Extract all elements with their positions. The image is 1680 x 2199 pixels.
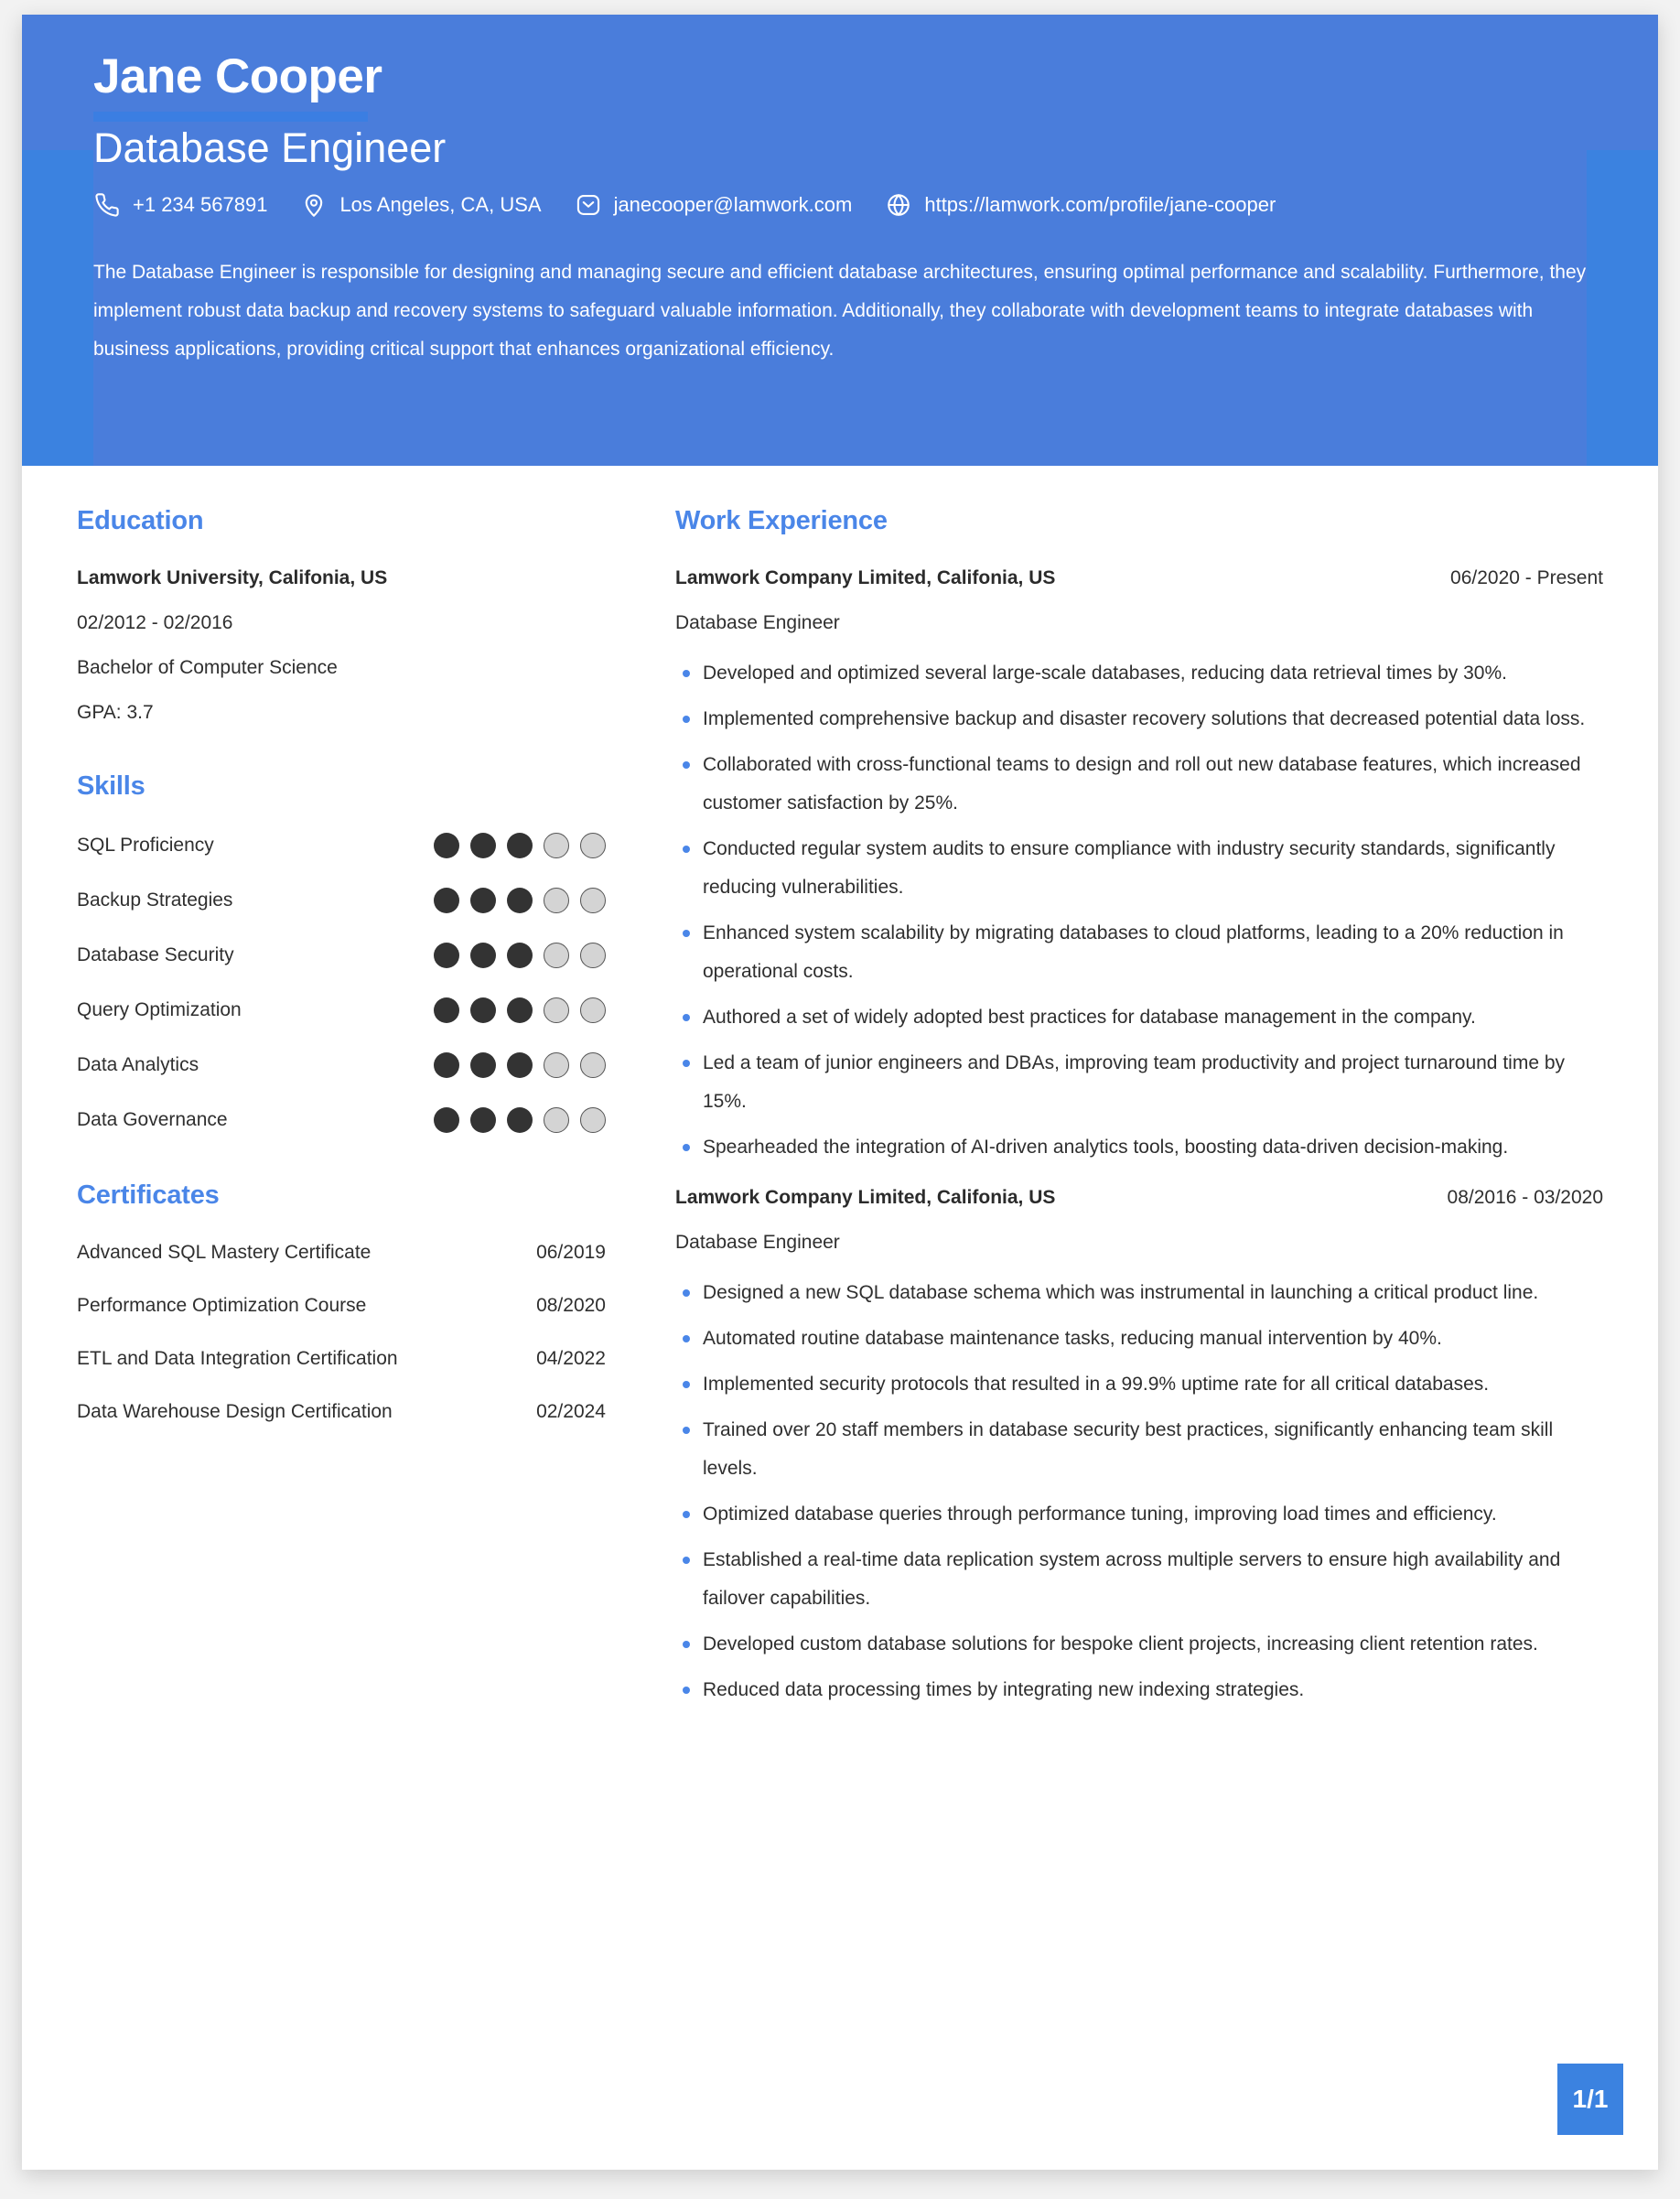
certificate-row xyxy=(77,1295,606,1317)
skill-row xyxy=(77,1107,606,1133)
map-pin-icon xyxy=(300,191,328,219)
education-gpa: GPA: 3.7 xyxy=(77,702,154,723)
skill-dot-empty xyxy=(580,888,606,913)
contact-email[interactable] xyxy=(575,191,853,219)
page-indicator-badge: 1/1 xyxy=(1557,2064,1623,2135)
page-title: Jane Cooper xyxy=(93,49,382,103)
resume-document xyxy=(22,15,1658,2170)
skill-dot-empty xyxy=(580,833,606,858)
education-section-title: Education xyxy=(77,506,204,535)
certificate-name: Advanced SQL Mastery Certificate xyxy=(77,1242,372,1263)
certificates-section xyxy=(77,1180,606,1423)
job-bullet: Enhanced system scalability by migrating databases to cloud platforms, leading to a 20% reduction in operational costs. xyxy=(675,914,1603,991)
certificate-row xyxy=(77,1348,606,1370)
job-bullet: Authored a set of widely adopted best practices for database management in the company. xyxy=(675,998,1603,1037)
certificate-date: 04/2022 xyxy=(536,1348,606,1369)
skill-label: Data Analytics xyxy=(77,1054,199,1075)
education-school: Lamwork University, Califonia, US xyxy=(77,567,388,588)
skill-dot-filled xyxy=(434,1107,459,1133)
resume-body xyxy=(22,466,1658,1757)
education-entry xyxy=(77,567,606,724)
work-experience-section-title: Work Experience xyxy=(675,506,888,535)
email-icon xyxy=(575,191,602,219)
job-company: Lamwork Company Limited, Califonia, US xyxy=(675,1187,1056,1208)
skill-rating xyxy=(434,1107,606,1133)
skill-label: Query Optimization xyxy=(77,999,242,1020)
skill-label: Data Governance xyxy=(77,1109,228,1130)
contact-website[interactable] xyxy=(885,191,1276,219)
skill-rating xyxy=(434,1052,606,1078)
job-header xyxy=(675,1187,1603,1209)
job-role: Database Engineer xyxy=(675,612,840,633)
contact-location-text: Los Angeles, CA, USA xyxy=(339,193,542,217)
skill-dot-filled xyxy=(434,943,459,968)
certificate-row xyxy=(77,1401,606,1423)
job-period: 06/2020 - Present xyxy=(1450,567,1603,588)
job-bullet: Trained over 20 staff members in database security best practices, significantly enhancing team skill levels. xyxy=(675,1411,1603,1488)
skill-row xyxy=(77,888,606,913)
skill-dot-filled xyxy=(434,997,459,1023)
certificate-name: ETL and Data Integration Certification xyxy=(77,1348,398,1369)
skill-dot-empty xyxy=(544,833,569,858)
skill-dot-filled xyxy=(434,1052,459,1078)
job-bullet: Reduced data processing times by integrating new indexing strategies. xyxy=(675,1671,1603,1709)
skill-dot-filled xyxy=(507,997,533,1023)
job-header xyxy=(675,567,1603,589)
name-underline-rule xyxy=(93,112,368,122)
contact-location[interactable] xyxy=(300,191,541,219)
skill-dot-empty xyxy=(544,888,569,913)
contact-row xyxy=(93,191,1587,219)
skill-dot-filled xyxy=(470,888,496,913)
contact-email-text: janecooper@lamwork.com xyxy=(613,193,853,217)
skill-row xyxy=(77,833,606,858)
skill-row xyxy=(77,1052,606,1078)
skill-dot-empty xyxy=(544,943,569,968)
certificate-row xyxy=(77,1242,606,1264)
phone-icon xyxy=(93,191,121,219)
job-bullet: Conducted regular system audits to ensure compliance with industry security standards, significantly reducing vulnerabilities. xyxy=(675,830,1603,907)
skill-rating xyxy=(434,943,606,968)
contact-phone[interactable] xyxy=(93,191,267,219)
skill-dot-empty xyxy=(544,1107,569,1133)
skill-dot-empty xyxy=(544,997,569,1023)
skill-dot-filled xyxy=(507,943,533,968)
skill-row xyxy=(77,997,606,1023)
certificates-section-title: Certificates xyxy=(77,1180,220,1210)
skills-section-title: Skills xyxy=(77,771,145,801)
job-bullet: Optimized database queries through performance tuning, improving load times and efficiency. xyxy=(675,1495,1603,1534)
education-degree: Bachelor of Computer Science xyxy=(77,657,338,678)
job-role: Database Engineer xyxy=(675,1232,840,1253)
job-entry xyxy=(675,1187,1603,1709)
certificate-date: 06/2019 xyxy=(536,1242,606,1263)
globe-icon xyxy=(885,191,912,219)
skill-dot-filled xyxy=(507,1107,533,1133)
skill-dot-filled xyxy=(434,833,459,858)
job-period: 08/2016 - 03/2020 xyxy=(1447,1187,1603,1208)
skill-dot-empty xyxy=(580,1052,606,1078)
skill-rating xyxy=(434,997,606,1023)
skill-dot-filled xyxy=(507,833,533,858)
job-title: Database Engineer xyxy=(93,124,447,171)
job-bullet: Developed and optimized several large-scale databases, reducing data retrieval times by 30%. xyxy=(675,654,1603,693)
skills-section xyxy=(77,771,606,1133)
job-bullet: Designed a new SQL database schema which was instrumental in launching a critical product line. xyxy=(675,1274,1603,1312)
job-bullet: Automated routine database maintenance tasks, reducing manual intervention by 40%. xyxy=(675,1320,1603,1358)
skill-row xyxy=(77,943,606,968)
resume-header xyxy=(22,15,1658,466)
certificate-name: Performance Optimization Course xyxy=(77,1295,367,1316)
profile-summary: The Database Engineer is responsible for designing and managing secure and efficient database architectures, ensuring optimal performance and scalability. Furthermore, they implement robust data backup and recovery systems to safeguard valuable information. Additionally, they collaborate with development teams to integrate databases with business applications, providing critical support that enhances organizational efficiency. xyxy=(93,262,1587,361)
skill-rating xyxy=(434,888,606,913)
skill-dot-empty xyxy=(544,1052,569,1078)
certificate-name: Data Warehouse Design Certification xyxy=(77,1401,393,1422)
skill-label: SQL Proficiency xyxy=(77,835,214,856)
skill-rating xyxy=(434,833,606,858)
skill-label: Backup Strategies xyxy=(77,889,233,911)
job-bullet: Established a real-time data replication system across multiple servers to ensure high availability and failover capabilities. xyxy=(675,1541,1603,1618)
job-bullet: Implemented comprehensive backup and disaster recovery solutions that decreased potential data loss. xyxy=(675,700,1603,738)
right-column xyxy=(642,506,1603,1757)
skill-dot-empty xyxy=(580,997,606,1023)
skill-dot-filled xyxy=(434,888,459,913)
skill-dot-filled xyxy=(470,833,496,858)
job-bullet-list xyxy=(675,1274,1603,1709)
job-bullet: Implemented security protocols that resulted in a 99.9% uptime rate for all critical databases. xyxy=(675,1365,1603,1404)
job-entry xyxy=(675,567,1603,1167)
skill-dot-filled xyxy=(470,1052,496,1078)
contact-phone-text: +1 234 567891 xyxy=(133,193,268,217)
skill-label: Database Security xyxy=(77,944,234,965)
skill-dot-empty xyxy=(580,1107,606,1133)
job-bullet-list xyxy=(675,654,1603,1167)
skill-dot-filled xyxy=(470,1107,496,1133)
education-period: 02/2012 - 02/2016 xyxy=(77,612,233,633)
skill-dot-filled xyxy=(507,888,533,913)
job-bullet: Collaborated with cross-functional teams to design and roll out new database features, which increased customer satisfaction by 25%. xyxy=(675,746,1603,823)
skill-dot-filled xyxy=(470,997,496,1023)
skill-dot-filled xyxy=(470,943,496,968)
left-column xyxy=(77,506,642,1471)
job-bullet: Led a team of junior engineers and DBAs, improving team productivity and project turnaround time by 15%. xyxy=(675,1044,1603,1121)
certificate-date: 02/2024 xyxy=(536,1401,606,1422)
contact-website-text: https://lamwork.com/profile/jane-cooper xyxy=(924,193,1276,217)
certificate-date: 08/2020 xyxy=(536,1295,606,1316)
skill-dot-filled xyxy=(507,1052,533,1078)
skill-dot-empty xyxy=(580,943,606,968)
job-bullet: Spearheaded the integration of AI-driven analytics tools, boosting data-driven decision-making. xyxy=(675,1128,1603,1167)
job-company: Lamwork Company Limited, Califonia, US xyxy=(675,567,1056,588)
education-section xyxy=(77,506,606,724)
job-bullet: Developed custom database solutions for bespoke client projects, increasing client retention rates. xyxy=(675,1625,1603,1664)
work-experience-section xyxy=(675,506,1603,1709)
